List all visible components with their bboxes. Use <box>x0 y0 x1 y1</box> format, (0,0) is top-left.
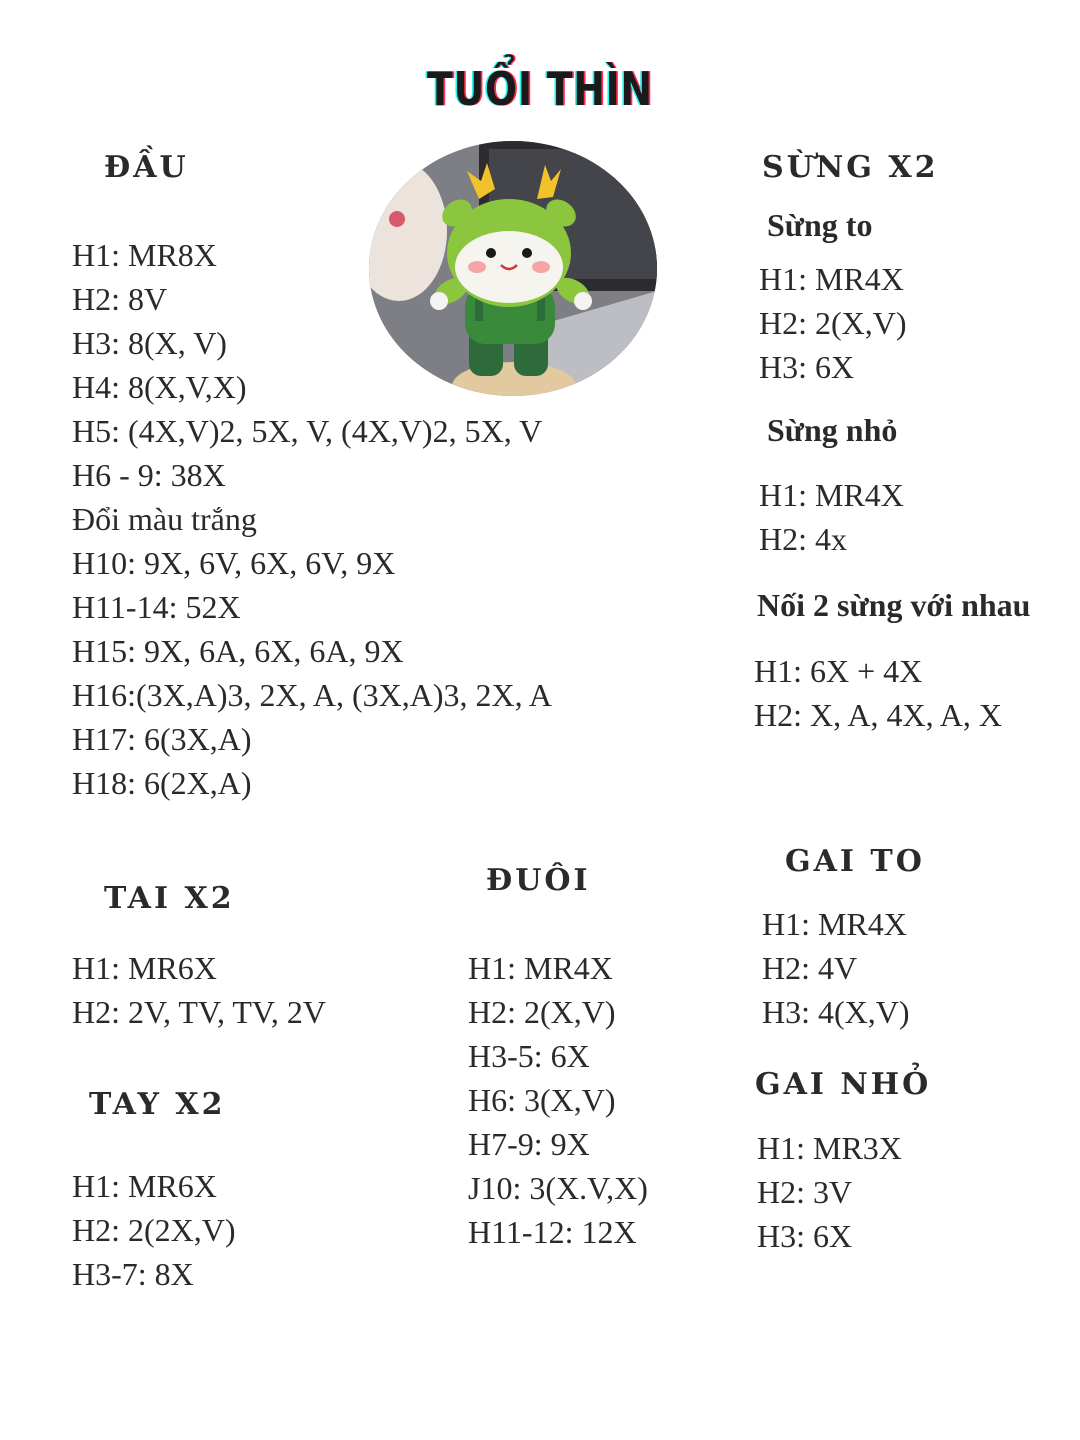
pattern-row: H3: 4(X,V) <box>762 994 910 1030</box>
section-heading-sung: SỪNG X2 <box>762 150 939 185</box>
noi-sung-rows <box>754 649 1002 737</box>
pattern-row: H1: MR4X <box>759 477 904 513</box>
pattern-row: J10: 3(X.V,X) <box>468 1170 648 1206</box>
gai-nho-rows <box>757 1126 902 1258</box>
pattern-row: H2: 4V <box>762 950 858 986</box>
section-heading-gai-to: GAI TO <box>785 844 925 879</box>
section-heading-duoi: ĐUÔI <box>486 863 591 898</box>
section-heading-dau: ĐẦU <box>104 150 189 185</box>
pattern-row: H2: 2(X,V) <box>759 305 907 341</box>
pattern-row: H15: 9X, 6A, 6X, 6A, 9X <box>72 633 404 669</box>
pattern-row: H4: 8(X,V,X) <box>72 369 247 405</box>
pattern-row: H3-5: 6X <box>468 1038 590 1074</box>
pattern-row: H1: MR6X <box>72 950 217 986</box>
dragon-doll-photo <box>369 141 657 396</box>
section-heading-tay: TAY X2 <box>89 1087 226 1122</box>
pattern-row: H6 - 9: 38X <box>72 457 226 493</box>
pattern-row: H2: 8V <box>72 281 168 317</box>
pattern-row: H2: 3V <box>757 1174 853 1210</box>
pattern-row: H11-12: 12X <box>468 1214 637 1250</box>
dragon-doll-illustration <box>369 141 657 396</box>
pattern-row: H1: MR3X <box>757 1130 902 1166</box>
sung-nho-rows <box>759 473 904 561</box>
pattern-row: H1: MR6X <box>72 1168 217 1204</box>
pattern-row: H10: 9X, 6V, 6X, 6V, 9X <box>72 545 396 581</box>
pattern-row: H3-7: 8X <box>72 1256 194 1292</box>
pattern-row: H3: 6X <box>757 1218 853 1254</box>
subheading-sung-to: Sừng to <box>767 207 873 243</box>
pattern-row: H6: 3(X,V) <box>468 1082 616 1118</box>
pattern-row: H2: 2V, TV, TV, 2V <box>72 994 326 1030</box>
pattern-row: H11-14: 52X <box>72 589 241 625</box>
subheading-sung-nho: Sừng nhỏ <box>767 412 898 448</box>
pattern-row: H1: 6X + 4X <box>754 653 923 689</box>
tai-rows <box>72 946 326 1034</box>
subheading-noi-sung: Nối 2 sừng với nhau <box>757 587 1031 623</box>
pattern-row: H7-9: 9X <box>468 1126 590 1162</box>
sung-to-rows <box>759 257 907 389</box>
pattern-row: H2: X, A, 4X, A, X <box>754 697 1003 733</box>
pattern-row: H5: (4X,V)2, 5X, V, (4X,V)2, 5X, V <box>72 413 543 449</box>
pattern-row: H1: MR8X <box>72 237 217 273</box>
pattern-row: H2: 2(X,V) <box>468 994 616 1030</box>
pattern-row: H1: MR4X <box>759 261 904 297</box>
pattern-row: H2: 2(2X,V) <box>72 1212 236 1248</box>
pattern-row: H3: 6X <box>759 349 855 385</box>
pattern-row: H2: 4x <box>759 521 847 557</box>
pattern-row: H16:(3X,A)3, 2X, A, (3X,A)3, 2X, A <box>72 677 552 713</box>
gai-to-rows <box>762 902 910 1034</box>
pattern-row: H3: 8(X, V) <box>72 325 227 361</box>
section-heading-gai-nho: GAI NHỎ <box>755 1067 932 1102</box>
duoi-rows <box>468 946 648 1254</box>
section-heading-tai: TAI X2 <box>104 881 235 916</box>
pattern-row: H1: MR4X <box>762 906 907 942</box>
tay-rows <box>72 1164 236 1296</box>
page-title: TUỔI THÌN <box>427 62 653 116</box>
pattern-row: H17: 6(3X,A) <box>72 721 252 757</box>
pattern-row: H1: MR4X <box>468 950 613 986</box>
pattern-row: Đổi màu trắng <box>72 501 257 537</box>
pattern-row: H18: 6(2X,A) <box>72 765 252 801</box>
